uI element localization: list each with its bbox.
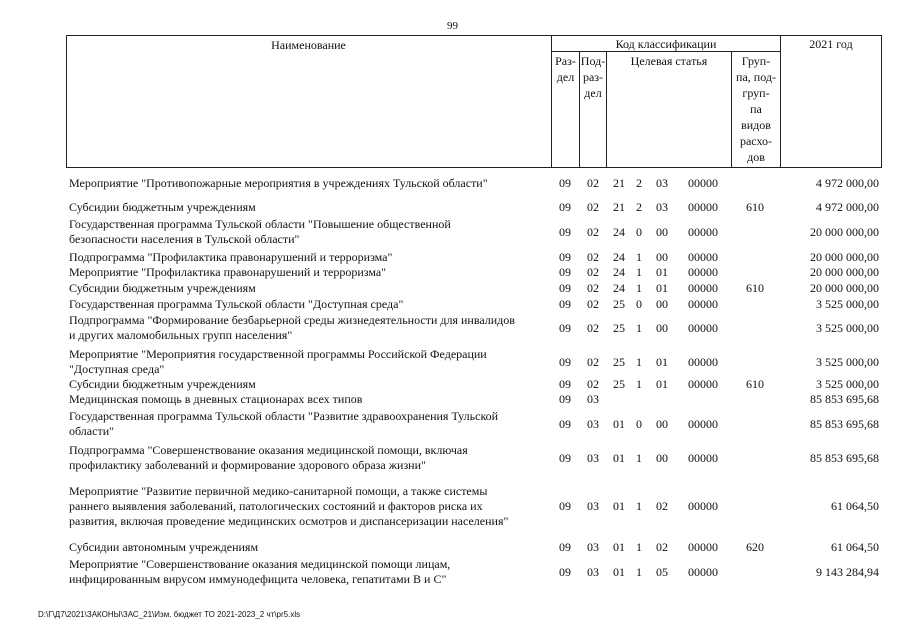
row-code-t2: 1 [636, 265, 642, 279]
row-code-t1: 21 [613, 200, 625, 214]
row-code-p: 03 [587, 540, 599, 554]
row-name: Государственная программа Тульской области "Повышение общественной безопасности населения в Тульской области" [69, 217, 451, 246]
row-code-t2: 0 [636, 224, 642, 239]
row-code-t1: 24 [613, 265, 625, 279]
row-code-t4: 00000 [688, 297, 718, 311]
row-code-t3: 00 [656, 224, 668, 239]
row-code-p: 02 [587, 320, 599, 335]
row-code-r: 09 [559, 265, 571, 279]
row-code-p: 02 [587, 354, 599, 369]
row-code-t1: 01 [613, 540, 625, 554]
row-code-t4: 00000 [688, 250, 718, 264]
header-group: Груп- па, под- груп- па видов расхо- дов [736, 54, 776, 164]
row-code-p: 02 [587, 265, 599, 279]
row-name: Мероприятие "Совершенствование оказания медицинской помощи лицам, инфицированным вирусом иммунодефицита человека, гепатитами В и С" [69, 557, 451, 586]
row-code-p: 02 [587, 281, 599, 295]
row-code-t1: 01 [613, 450, 625, 465]
row-code-t2: 1 [636, 281, 642, 295]
row-name: Субсидии бюджетным учреждениям [69, 377, 256, 391]
row-amount: 3 525 000,00 [816, 320, 879, 335]
row-code-p: 03 [587, 564, 599, 579]
row-code-t4: 00000 [688, 224, 718, 239]
row-code-t4: 00000 [688, 564, 718, 579]
header-target: Целевая статья [630, 54, 708, 68]
row-code-p: 02 [587, 250, 599, 264]
row-name: Мероприятие "Профилактика правонарушений и терроризма" [69, 265, 387, 279]
row-code-r: 09 [559, 297, 571, 311]
row-amount: 20 000 000,00 [810, 265, 879, 279]
row-code-t1: 21 [613, 176, 625, 190]
row-code-p: 03 [587, 450, 599, 465]
row-code-t3: 00 [656, 250, 668, 264]
row-code-t1: 25 [613, 354, 625, 369]
row-code-t4: 00000 [688, 450, 718, 465]
row-code-r: 09 [559, 320, 571, 335]
row-code-p: 02 [587, 176, 599, 190]
row-code-t2: 1 [636, 250, 642, 264]
row-amount: 3 525 000,00 [816, 354, 879, 369]
row-code-t1: 01 [613, 416, 625, 431]
row-name: Подпрограмма "Совершенствование оказания медицинской помощи, включая профилактику заболеваний и формирование здорового образа жизни" [69, 443, 468, 472]
row-code-r: 09 [559, 499, 571, 513]
row-code-t4: 00000 [688, 320, 718, 335]
row-name: Мероприятие "Мероприятия государственной программы Российской Федерации "Доступная среда" [69, 347, 487, 376]
row-code-r: 09 [559, 354, 571, 369]
row-code-t2: 1 [636, 354, 642, 369]
row-code-p: 03 [587, 416, 599, 431]
row-code-r: 09 [559, 377, 571, 391]
row-code-t4: 00000 [688, 265, 718, 279]
file-path-footer: D:\Г\Д7\2021\ЗАКОНЫ\ЗАС_21\Изм. бюджет ТО 2021-2023_2 чт\pr5.xls [38, 610, 301, 619]
row-code-r: 09 [559, 450, 571, 465]
row-code-t3: 00 [656, 450, 668, 465]
row-code-t3: 03 [656, 176, 668, 190]
row-code-t4: 00000 [688, 200, 718, 214]
row-code-r: 09 [559, 416, 571, 431]
row-amount: 20 000 000,00 [810, 281, 879, 295]
row-name: Подпрограмма "Формирование безбарьерной среды жизнедеятельности для инвалидов и других маломобильных групп населения" [69, 313, 515, 342]
row-code-p: 02 [587, 377, 599, 391]
row-code-p: 02 [587, 297, 599, 311]
row-code-t1: 24 [613, 224, 625, 239]
header-code: Код классификации [615, 37, 717, 51]
row-code-t2: 0 [636, 297, 642, 311]
row-code-t3: 01 [656, 265, 668, 279]
row-code-r: 09 [559, 392, 571, 406]
row-code-t1: 25 [613, 320, 625, 335]
row-name: Субсидии бюджетным учреждениям [69, 281, 256, 295]
row-code-t1: 25 [613, 297, 625, 311]
row-code-t2: 0 [636, 416, 642, 431]
row-code-t2: 2 [636, 176, 642, 190]
row-name: Медицинская помощь в дневных стационарах всех типов [69, 392, 363, 406]
row-code-t2: 2 [636, 200, 642, 214]
row-code-t2: 1 [636, 450, 642, 465]
row-code-t3: 05 [656, 564, 668, 579]
row-code-t4: 00000 [688, 281, 718, 295]
row-code-p: 02 [587, 224, 599, 239]
row-amount: 61 064,50 [831, 499, 879, 513]
row-code-p: 03 [587, 499, 599, 513]
row-code-g: 620 [746, 540, 764, 554]
row-name: Подпрограмма "Профилактика правонарушений и терроризма" [69, 250, 393, 264]
row-code-t3: 00 [656, 416, 668, 431]
row-code-p: 03 [587, 392, 599, 406]
row-code-t1: 01 [613, 564, 625, 579]
row-code-r: 09 [559, 224, 571, 239]
row-name: Субсидии бюджетным учреждениям [69, 200, 256, 214]
row-code-r: 09 [559, 200, 571, 214]
row-code-t1: 24 [613, 281, 625, 295]
row-name: Государственная программа Тульской области "Доступная среда" [69, 297, 404, 311]
row-code-t2: 1 [636, 320, 642, 335]
row-amount: 3 525 000,00 [816, 297, 879, 311]
row-amount: 20 000 000,00 [810, 250, 879, 264]
row-code-t2: 1 [636, 377, 642, 391]
row-code-t3: 01 [656, 377, 668, 391]
page-number: 99 [447, 20, 458, 32]
table-header [0, 0, 905, 170]
row-code-g: 610 [746, 281, 764, 295]
row-name: Мероприятие "Противопожарные мероприятия в учреждениях Тульской области" [69, 176, 488, 190]
row-code-t3: 00 [656, 320, 668, 335]
row-name: Субсидии автономным учреждениям [69, 540, 259, 554]
row-code-t4: 00000 [688, 377, 718, 391]
row-code-t3: 03 [656, 200, 668, 214]
header-podrazdel: Под- раз- дел [580, 54, 606, 100]
row-code-t3: 01 [656, 281, 668, 295]
row-code-t4: 00000 [688, 176, 718, 190]
row-code-t1: 01 [613, 499, 625, 513]
row-code-t3: 02 [656, 540, 668, 554]
row-code-t2: 1 [636, 540, 642, 554]
row-code-t2: 1 [636, 564, 642, 579]
row-code-r: 09 [559, 176, 571, 190]
row-amount: 85 853 695,68 [810, 416, 879, 431]
row-code-r: 09 [559, 281, 571, 295]
row-amount: 61 064,50 [831, 540, 879, 554]
row-amount: 3 525 000,00 [816, 377, 879, 391]
row-code-t1: 25 [613, 377, 625, 391]
header-razdel: Раз- дел [555, 54, 576, 84]
row-code-p: 02 [587, 200, 599, 214]
row-amount: 20 000 000,00 [810, 224, 879, 239]
row-code-t3: 00 [656, 297, 668, 311]
row-code-t4: 00000 [688, 499, 718, 513]
row-code-g: 610 [746, 200, 764, 214]
row-code-g: 610 [746, 377, 764, 391]
row-code-t3: 02 [656, 499, 668, 513]
row-name: Государственная программа Тульской области "Развитие здравоохранения Тульской области" [69, 409, 499, 438]
row-amount: 85 853 695,68 [810, 450, 879, 465]
row-code-t2: 1 [636, 499, 642, 513]
header-year: 2021 год [809, 37, 853, 51]
row-code-t4: 00000 [688, 540, 718, 554]
row-amount: 4 972 000,00 [816, 200, 879, 214]
row-code-r: 09 [559, 250, 571, 264]
row-name: Мероприятие "Развитие первичной медико-санитарной помощи, а также системы раннего выявления заболеваний, патологических состояний и факторов риска их развития, включая проведение медицинских осмотров и диспансеризации населения" [69, 484, 509, 528]
row-amount: 4 972 000,00 [816, 176, 879, 190]
row-amount: 9 143 284,94 [816, 564, 879, 579]
row-code-t1: 24 [613, 250, 625, 264]
row-amount: 85 853 695,68 [810, 392, 879, 406]
row-code-r: 09 [559, 540, 571, 554]
header-name: Наименование [271, 38, 346, 52]
row-code-r: 09 [559, 564, 571, 579]
row-code-t4: 00000 [688, 354, 718, 369]
row-code-t4: 00000 [688, 416, 718, 431]
row-code-t3: 01 [656, 354, 668, 369]
